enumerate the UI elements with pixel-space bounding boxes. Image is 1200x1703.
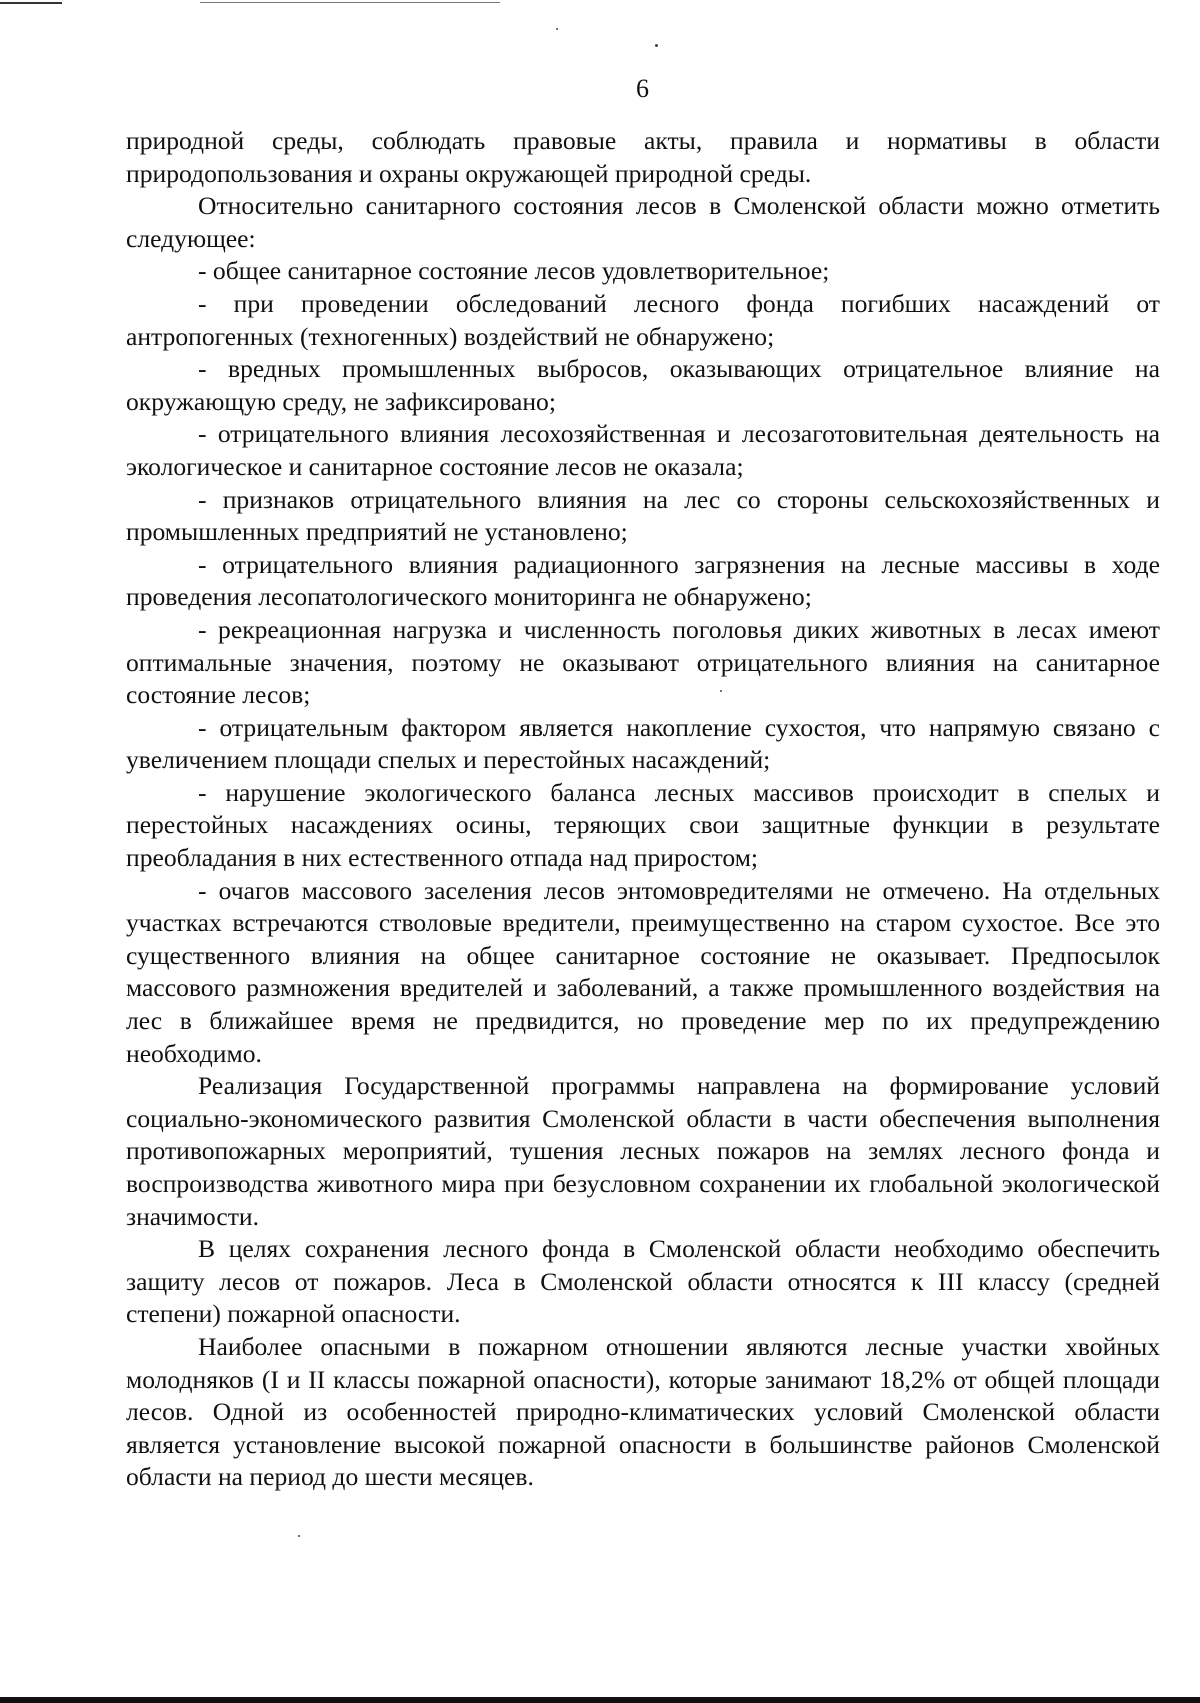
scan-speck <box>556 28 558 30</box>
list-item: - отрицательного влияния радиационного загрязнения на лесные массивы в ходе проведения лесопатологического мониторинга не обнаружено; <box>126 549 1160 612</box>
list-item: - отрицательным фактором является накопление сухостоя, что напрямую связано с увеличением площади спелых и перестойных насаждений; <box>126 712 1160 775</box>
list-item: - очагов массового заселения лесов энтомовредителями не отмечено. На отдельных участках встречаются стволовые вредители, преимущественно на старом сухостое. Все это существенного влияния на общее санитарное состояние не оказывает. Предпосылок массового размножения вредителей и заболеваний, а также промышленного воздействия на лес в ближайшее время не предвидится, но проведение мер по их предупреждению необходимо. <box>126 875 1160 1068</box>
scan-line-top-center <box>200 2 500 3</box>
list-item: - признаков отрицательного влияния на лес со стороны сельскохозяйственных и промышленных предприятий не установлено; <box>126 484 1160 547</box>
paragraph: Наиболее опасными в пожарном отношении являются лесные участки хвойных молодняков (I и II классы пожарной опасности), которые занимают 18,2% от общей площади лесов. Одной из особенностей природно-климатических условий Смоленской области является установление высокой пожарной опасности в большинстве районов Смоленской области на период до шести месяцев. <box>126 1331 1160 1492</box>
list-item: - общее санитарное состояние лесов удовлетворительное; <box>198 256 830 286</box>
scan-speck <box>655 44 658 47</box>
paragraph: природной среды, соблюдать правовые акты, правила и нормативы в области природопользования и охраны окружающей природной среды. <box>126 126 1160 188</box>
paragraph: Реализация Государственной программы направлена на формирование условий социально-экономического развития Смоленской области в части обеспечения выполнения противопожарных мероприятий, тушения лесных пожаров на землях лесного фонда и воспроизводства животного мира при безусловном сохранении их глобальной экологической значимости. <box>126 1071 1160 1231</box>
list-item: - при проведении обследований лесного фонда погибших насаждений от антропогенных (техногенных) воздействий не обнаружено; <box>126 288 1160 351</box>
list-item: - вредных промышленных выбросов, оказывающих отрицательное влияние на окружающую среду, не зафиксировано; <box>126 354 1160 416</box>
scan-line-bottom <box>0 1697 1200 1703</box>
list-item: - нарушение экологического баланса лесных массивов происходит в спелых и перестойных насаждениях осины, теряющих свои защитные функции в результате преобладания в них естественного отпада над приростом; <box>126 777 1160 873</box>
paragraph: В целях сохранения лесного фонда в Смоленской области необходимо обеспечить защиту лесов от пожаров. Леса в Смоленской области относятся к III классу (средней степени) пожарной опасности. <box>126 1234 1160 1329</box>
scan-line-top-left <box>0 2 62 4</box>
list-item: - рекреационная нагрузка и численность поголовья диких животных в лесах имеют оптимальные значения, поэтому не оказывают отрицательного влияния на санитарное состояние лесов; <box>126 614 1160 710</box>
page-number: 6 <box>636 74 649 103</box>
list-item: - отрицательного влияния лесохозяйственная и лесозаготовительная деятельность на экологическое и санитарное состояние лесов не оказала; <box>126 419 1160 481</box>
paragraph: Относительно санитарного состояния лесов в Смоленской области можно отметить следующее: <box>126 191 1160 253</box>
document-body <box>126 125 1160 1494</box>
scan-speck <box>298 1535 300 1537</box>
